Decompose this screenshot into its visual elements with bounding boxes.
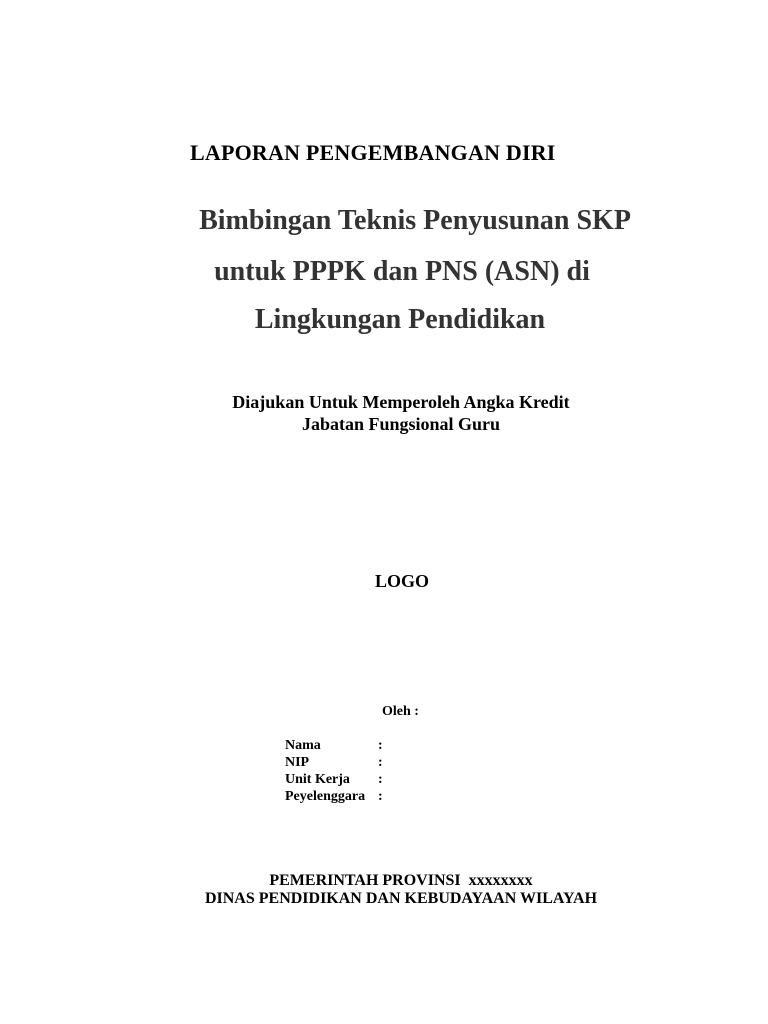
identity-label: Unit Kerja <box>285 772 350 787</box>
identity-row-nip <box>285 754 388 771</box>
purpose-line-1: Diajukan Untuk Memperoleh Angka Kredit <box>232 392 570 412</box>
subject-line-3: Lingkungan Pendidikan <box>254 304 546 335</box>
footer-government: PEMERINTAH PROVINSI xxxxxxxx <box>269 872 533 889</box>
logo-placeholder: LOGO <box>374 571 429 591</box>
identity-row-penyelenggara <box>285 788 388 805</box>
identity-separator: : <box>378 789 383 804</box>
identity-row-name <box>285 737 388 754</box>
purpose-line-2: Jabatan Fungsional Guru <box>301 414 501 434</box>
footer-department: DINAS PENDIDIKAN DAN KEBUDAYAAN WILAYAH <box>204 890 598 907</box>
identity-label: Nama <box>285 738 321 753</box>
identity-label: Peyelenggara <box>285 789 366 804</box>
identity-separator: : <box>378 738 383 753</box>
by-label: Oleh : <box>382 704 419 719</box>
identity-fields <box>285 737 388 805</box>
identity-separator: : <box>378 755 383 770</box>
identity-row-unit-kerja <box>285 771 388 788</box>
subject-line-2: untuk PPPK dan PNS (ASN) di <box>214 256 590 287</box>
identity-separator: : <box>378 772 383 787</box>
document-title: LAPORAN PENGEMBANGAN DIRI <box>190 140 556 165</box>
identity-label: NIP <box>285 755 310 770</box>
subject-line-1: Bimbingan Teknis Penyusunan SKP <box>199 205 631 236</box>
